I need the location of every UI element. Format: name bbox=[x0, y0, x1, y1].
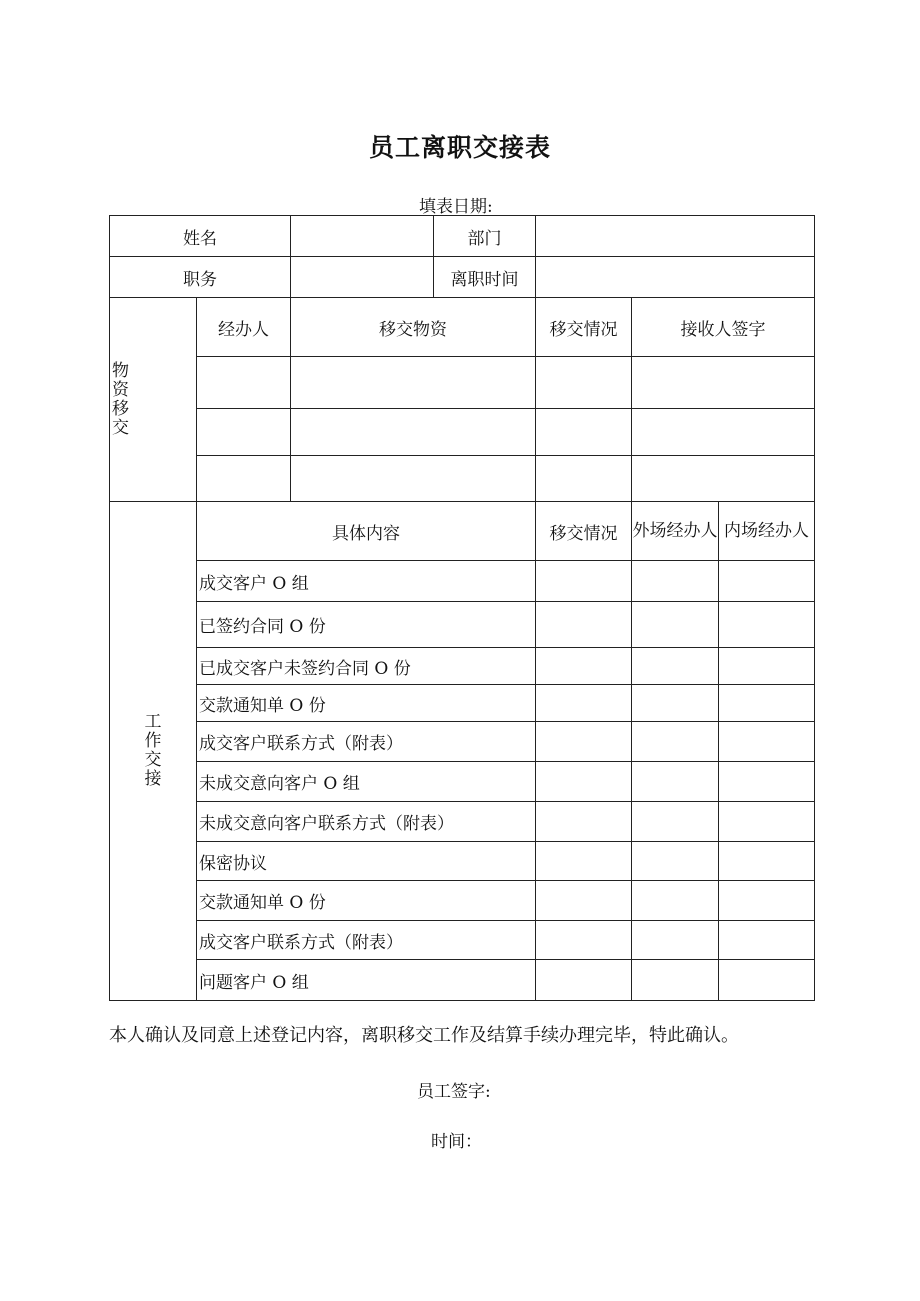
work-item-row bbox=[110, 648, 815, 685]
assets-status-cell[interactable] bbox=[536, 456, 632, 502]
work-item-label: 问题客户 O 组 bbox=[197, 960, 536, 1001]
work-item-row bbox=[110, 881, 815, 921]
work-item-label: 未成交意向客户联系方式（附表） bbox=[197, 802, 536, 842]
work-header-inside-handler: 内场经办人 bbox=[719, 502, 815, 561]
work-outside-cell[interactable] bbox=[632, 762, 719, 802]
work-inside-cell[interactable] bbox=[719, 722, 815, 762]
work-outside-cell[interactable] bbox=[632, 960, 719, 1001]
work-status-cell[interactable] bbox=[536, 685, 632, 722]
work-status-cell[interactable] bbox=[536, 881, 632, 921]
work-status-cell[interactable] bbox=[536, 561, 632, 602]
work-item-label: 成交客户联系方式（附表） bbox=[197, 722, 536, 762]
work-inside-cell[interactable] bbox=[719, 648, 815, 685]
work-item-label: 未成交意向客户 O 组 bbox=[197, 762, 536, 802]
assets-row bbox=[110, 357, 815, 409]
position-value-cell[interactable] bbox=[291, 257, 434, 298]
work-status-cell[interactable] bbox=[536, 722, 632, 762]
name-label: 姓名 bbox=[110, 216, 291, 257]
work-item-row bbox=[110, 561, 815, 602]
assets-header-status: 移交情况 bbox=[536, 298, 632, 357]
assets-header-items: 移交物资 bbox=[291, 298, 536, 357]
assets-sign-cell[interactable] bbox=[632, 357, 815, 409]
work-outside-cell[interactable] bbox=[632, 561, 719, 602]
work-item-row bbox=[110, 842, 815, 881]
fill-date-label: 填表日期: bbox=[419, 197, 493, 217]
work-inside-cell[interactable] bbox=[719, 561, 815, 602]
work-section-label: 工作交接 bbox=[110, 502, 197, 1001]
leave-time-label: 离职时间 bbox=[434, 257, 536, 298]
work-item-row bbox=[110, 685, 815, 722]
info-row-name bbox=[110, 216, 815, 257]
work-item-label: 交款通知单 O 份 bbox=[197, 685, 536, 722]
work-item-row bbox=[110, 921, 815, 960]
assets-row bbox=[110, 409, 815, 456]
work-item-label: 成交客户联系方式（附表） bbox=[197, 921, 536, 960]
work-status-cell[interactable] bbox=[536, 921, 632, 960]
assets-items-cell[interactable] bbox=[291, 409, 536, 456]
work-status-cell[interactable] bbox=[536, 648, 632, 685]
work-inside-cell[interactable] bbox=[719, 602, 815, 648]
assets-section-label: 物资移交 bbox=[110, 298, 197, 502]
work-inside-cell[interactable] bbox=[719, 685, 815, 722]
work-item-row bbox=[110, 722, 815, 762]
work-item-row bbox=[110, 602, 815, 648]
work-outside-cell[interactable] bbox=[632, 722, 719, 762]
work-outside-cell[interactable] bbox=[632, 685, 719, 722]
assets-handler-cell[interactable] bbox=[197, 409, 291, 456]
assets-header-handler: 经办人 bbox=[197, 298, 291, 357]
handover-table bbox=[109, 215, 815, 1001]
assets-items-cell[interactable] bbox=[291, 456, 536, 502]
name-value-cell[interactable] bbox=[291, 216, 434, 257]
work-header-status: 移交情况 bbox=[536, 502, 632, 561]
work-inside-cell[interactable] bbox=[719, 842, 815, 881]
work-header-content: 具体内容 bbox=[197, 502, 536, 561]
work-inside-cell[interactable] bbox=[719, 881, 815, 921]
work-header-outside-handler: 外场经办人 bbox=[632, 502, 719, 561]
assets-header-row bbox=[110, 298, 815, 357]
work-inside-cell[interactable] bbox=[719, 802, 815, 842]
work-status-cell[interactable] bbox=[536, 602, 632, 648]
assets-handler-cell[interactable] bbox=[197, 357, 291, 409]
work-outside-cell[interactable] bbox=[632, 648, 719, 685]
dept-label: 部门 bbox=[434, 216, 536, 257]
work-item-label: 成交客户 O 组 bbox=[197, 561, 536, 602]
work-inside-cell[interactable] bbox=[719, 960, 815, 1001]
work-status-cell[interactable] bbox=[536, 960, 632, 1001]
work-outside-cell[interactable] bbox=[632, 921, 719, 960]
work-inside-cell[interactable] bbox=[719, 921, 815, 960]
assets-status-cell[interactable] bbox=[536, 409, 632, 456]
work-item-label: 交款通知单 O 份 bbox=[197, 881, 536, 921]
work-item-row bbox=[110, 802, 815, 842]
work-item-label: 已签约合同 O 份 bbox=[197, 602, 536, 648]
work-status-cell[interactable] bbox=[536, 802, 632, 842]
dept-value-cell[interactable] bbox=[536, 216, 815, 257]
assets-handler-cell[interactable] bbox=[197, 456, 291, 502]
leave-time-value-cell[interactable] bbox=[536, 257, 815, 298]
assets-sign-cell[interactable] bbox=[632, 409, 815, 456]
assets-header-receiver-sign: 接收人签字 bbox=[632, 298, 815, 357]
info-row-position bbox=[110, 257, 815, 298]
form-title: 员工离职交接表 bbox=[368, 133, 551, 162]
work-item-row bbox=[110, 960, 815, 1001]
work-inside-cell[interactable] bbox=[719, 762, 815, 802]
confirmation-statement: 本人确认及同意上述登记内容，离职移交工作及结算手续办理完毕，特此确认。 bbox=[109, 1025, 739, 1046]
work-outside-cell[interactable] bbox=[632, 802, 719, 842]
work-outside-cell[interactable] bbox=[632, 881, 719, 921]
time-label: 时间： bbox=[431, 1132, 482, 1152]
assets-status-cell[interactable] bbox=[536, 357, 632, 409]
assets-sign-cell[interactable] bbox=[632, 456, 815, 502]
position-label: 职务 bbox=[110, 257, 291, 298]
assets-row bbox=[110, 456, 815, 502]
work-item-row bbox=[110, 762, 815, 802]
work-status-cell[interactable] bbox=[536, 842, 632, 881]
work-header-row bbox=[110, 502, 815, 561]
work-outside-cell[interactable] bbox=[632, 602, 719, 648]
work-item-label: 保密协议 bbox=[197, 842, 536, 881]
work-item-label: 已成交客户未签约合同 O 份 bbox=[197, 648, 536, 685]
assets-items-cell[interactable] bbox=[291, 357, 536, 409]
work-status-cell[interactable] bbox=[536, 762, 632, 802]
work-outside-cell[interactable] bbox=[632, 842, 719, 881]
employee-signature-label: 员工签字: bbox=[417, 1082, 491, 1102]
